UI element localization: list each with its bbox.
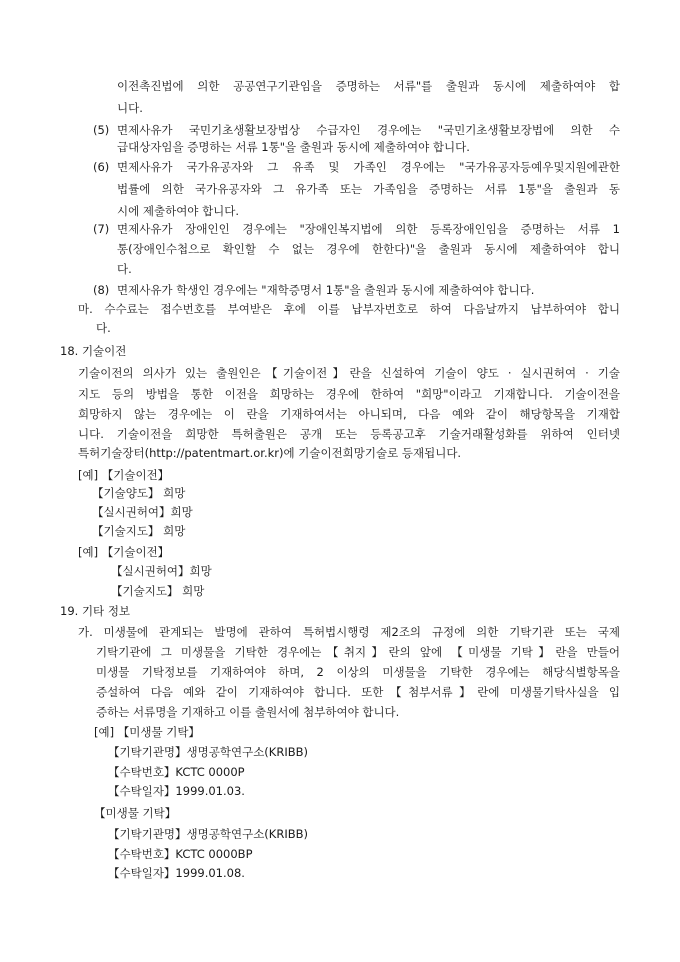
item7-line2: 통(장애인수첩으로 확인할 수 없는 경우에 한한다)"을 출원과 동시에 제출하여야 합니 bbox=[117, 242, 620, 256]
microbe1-depository: 【기탁기관명】생명공학연구소(KRIBB) bbox=[108, 745, 308, 759]
item8-line1: 면제사유가 학생인 경우에는 "재학증명서 1통"을 출원과 동시에 제출하여야 합니다. bbox=[117, 283, 535, 297]
section18-example2-heading: [예] 【기술이전】 bbox=[78, 545, 170, 559]
section19-ga-line1: 가. 미생물에 관계되는 발명에 관하여 특허법시행령 제2조의 규정에 의한 기탁기관 또는 국제 bbox=[78, 625, 620, 639]
microbe2-deposit-date: 【수탁일자】1999.01.08. bbox=[108, 866, 245, 880]
section18-example2-license: 【실시권허여】희망 bbox=[111, 564, 212, 578]
microbe2-depository: 【기탁기관명】생명공학연구소(KRIBB) bbox=[108, 827, 308, 841]
item4-continuation-line2: 니다. bbox=[117, 101, 143, 115]
item7-line3: 다. bbox=[117, 262, 132, 276]
item6-line1: 면제사유가 국가유공자와 그 유족 및 가족인 경우에는 "국가유공자등예우및지원에관한 bbox=[117, 160, 620, 174]
microbe2-heading: 【미생물 기탁】 bbox=[94, 806, 177, 820]
item8-number: (8) bbox=[93, 283, 110, 297]
section19-example-heading: [예] 【미생물 기탁】 bbox=[94, 725, 200, 739]
item-ma-line2: 다. bbox=[96, 321, 111, 335]
section18-example1-guidance: 【기술지도】 희망 bbox=[92, 524, 186, 538]
item4-continuation-line1: 이전촉진법에 의한 공공연구기관임을 증명하는 서류"를 출원과 동시에 제출하여야 합 bbox=[117, 79, 620, 93]
section18-example2-guidance: 【기술지도】 희망 bbox=[111, 584, 205, 598]
item5-number: (5) bbox=[93, 123, 110, 137]
section19-heading: 19. 기타 정보 bbox=[60, 604, 131, 618]
section18-para-line3: 희망하지 않는 경우에는 이 란을 기재하여서는 아니되며, 다음 예와 같이 해당항목을 기재합 bbox=[78, 407, 620, 421]
item5-line1: 면제사유가 국민기초생활보장법상 수급자인 경우에는 "국민기초생활보장법에 의한 수 bbox=[117, 123, 620, 137]
section18-para-line4: 니다. 기술이전을 희망한 특허출원은 공개 또는 등록공고후 기술거래활성화를 위하여 인터넷 bbox=[78, 427, 620, 441]
item-ma-line1: 마. 수수료는 접수번호를 부여받은 후에 이를 납부자번호로 하여 다음날까지 납부하여야 합니 bbox=[78, 302, 620, 316]
section18-para-line1: 기술이전의 의사가 있는 출원인은【기술이전】란을 신설하여 기술이 양도 · 실시권허여 · 기술 bbox=[78, 366, 620, 380]
section18-example1-license: 【실시권허여】희망 bbox=[92, 505, 193, 519]
item6-line2: 법률에 의한 국가유공자와 그 유가족 또는 가족임을 증명하는 서류 1통"을 출원과 동 bbox=[117, 182, 620, 196]
section19-ga-line5: 증하는 서류명을 기재하고 이를 출원서에 첨부하여야 합니다. bbox=[96, 705, 400, 719]
item7-line1: 면제사유가 장애인인 경우에는 "장애인복지법에 의한 등록장애인임을 증명하는 서류 1 bbox=[117, 222, 620, 236]
section18-para-line5: 특허기술장터(http://patentmart.or.kr)에 기술이전희망기술로 등재됩니다. bbox=[78, 446, 462, 460]
section19-ga-line3: 미생물 기탁정보를 기재하여야 하며, 2 이상의 미생물을 기탁한 경우에는 해당식별항목을 bbox=[96, 665, 620, 679]
section18-para-line2: 지도 등의 방법을 통한 이전을 희망하는 경우에 한하여 "희망"이라고 기재합니다. 기술이전을 bbox=[78, 387, 620, 401]
microbe1-accession-number: 【수탁번호】KCTC 0000P bbox=[108, 765, 245, 779]
item6-number: (6) bbox=[93, 160, 110, 174]
microbe2-accession-number: 【수탁번호】KCTC 0000BP bbox=[108, 847, 253, 861]
microbe1-deposit-date: 【수탁일자】1999.01.03. bbox=[108, 784, 245, 798]
item6-line3: 시에 제출하여야 합니다. bbox=[117, 204, 240, 218]
item5-line2: 급대상자임을 증명하는 서류 1통"을 출원과 동시에 제출하여야 합니다. bbox=[117, 140, 470, 154]
section18-example1-heading: [예] 【기술이전】 bbox=[78, 468, 170, 482]
section18-example1-transfer: 【기술양도】 희망 bbox=[92, 486, 186, 500]
section19-ga-line2: 기탁기관에 그 미생물을 기탁한 경우에는【취지】란의 앞에 【미생물 기탁】란을 만들어 bbox=[96, 645, 620, 659]
section18-heading: 18. 기술이전 bbox=[60, 344, 127, 358]
section19-ga-line4: 증설하여 다음 예와 같이 기재하여야 합니다. 또한【첨부서류】란에 미생물기탁사실을 입 bbox=[96, 685, 620, 699]
item7-number: (7) bbox=[93, 222, 110, 236]
